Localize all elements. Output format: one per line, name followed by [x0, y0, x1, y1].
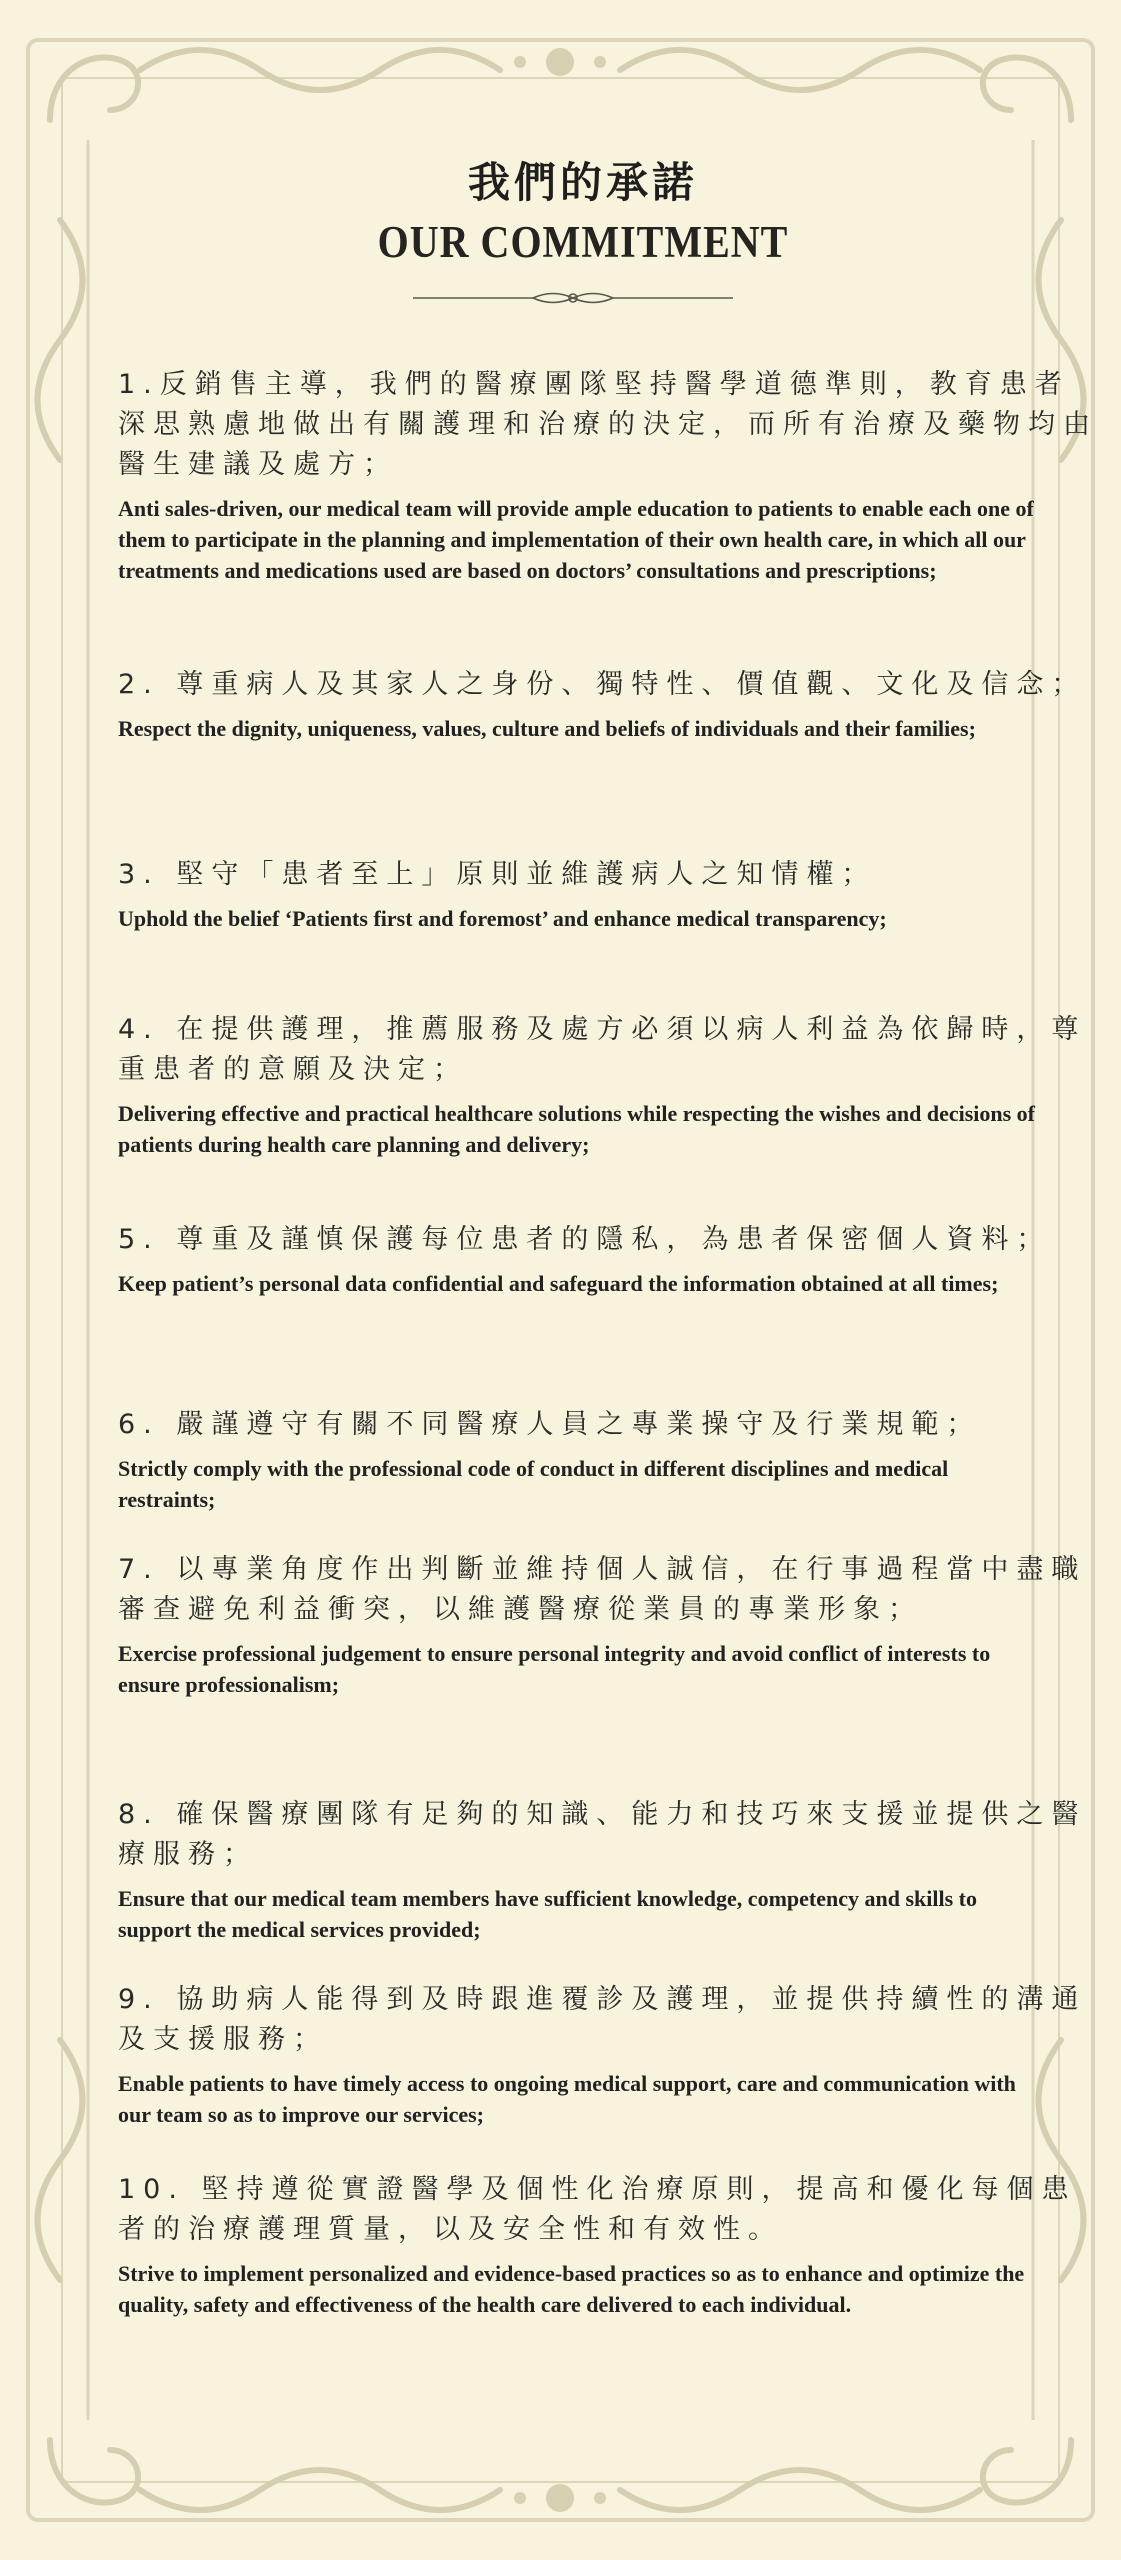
item-en: Strictly comply with the professional code of conduct in different disciplines and medical restraints;: [118, 1456, 949, 1512]
page-title-zh: 我們的承諾: [467, 158, 698, 207]
item-zh: 5. 尊重及謹慎保護每位患者的隱私，為患者保密個人資料；: [118, 1224, 1052, 1255]
title-divider: [413, 287, 733, 309]
item-en: Ensure that our medical team members have sufficient knowledge, competency and skills to support the medical services provided;: [118, 1886, 977, 1942]
item-zh: 10. 堅持遵從實證醫學及個性化治療原則，提高和優化每個患者的治療護理質量，以及安全性和有效性。: [118, 2174, 1077, 2245]
commitment-item-4: [118, 1010, 1098, 1160]
commitment-item-2: [118, 665, 1098, 744]
content-area: [118, 150, 1098, 2317]
commitment-item-10: [118, 2170, 1098, 2320]
commitment-item-9: [118, 1980, 1098, 2130]
commitment-item-1: [118, 365, 1098, 586]
item-zh: 3. 堅守「患者至上」原則並維護病人之知情權；: [118, 859, 877, 890]
item-zh: 9. 協助病人能得到及時跟進覆診及護理，並提供持續性的溝通及支援服務；: [118, 1984, 1087, 2055]
item-zh: 7. 以專業角度作出判斷並維持個人誠信，在行事過程當中盡職審查避免利益衝突，以維護醫療從業員的專業形象；: [118, 1554, 1087, 1625]
item-en: Strive to implement personalized and evidence-based practices so as to enhance and optimize the quality, safety and effectiveness of the health care delivered to each individual.: [118, 2261, 1025, 2317]
item-en: Exercise professional judgement to ensure personal integrity and avoid conflict of interests to ensure professionalism;: [118, 1641, 991, 1697]
item-zh: 1.反銷售主導，我們的醫療團隊堅持醫學道德準則，教育患者深思熟慮地做出有關護理和治療的決定，而所有治療及藥物均由醫生建議及處方；: [118, 369, 1098, 480]
item-en: Anti sales-driven, our medical team will provide ample education to patients to enable each one of them to participate in the planning and implementation of their own health care, in which all our treatments and medications used are based on doctors’ consultations and prescriptions;: [118, 496, 1034, 583]
item-zh: 4. 在提供護理，推薦服務及處方必須以病人利益為依歸時，尊重患者的意願及決定；: [118, 1014, 1087, 1085]
commitment-item-3: [118, 855, 1098, 934]
item-zh: 8. 確保醫療團隊有足夠的知識、能力和技巧來支援並提供之醫療服務；: [118, 1799, 1087, 1870]
item-en: Delivering effective and practical healthcare solutions while respecting the wishes and decisions of patients during health care planning and delivery;: [118, 1101, 1036, 1157]
item-en: Uphold the belief ‘Patients first and foremost’ and enhance medical transparency;: [118, 906, 887, 931]
item-en: Respect the dignity, uniqueness, values, culture and beliefs of individuals and their families;: [118, 716, 976, 741]
page-title-en: OUR COMMITMENT: [377, 215, 789, 268]
commitment-item-7: [118, 1550, 1098, 1700]
item-en: Enable patients to have timely access to ongoing medical support, care and communication with our team so as to improve our services;: [118, 2071, 1016, 2127]
item-en: Keep patient’s personal data confidential and safeguard the information obtained at all times;: [118, 1271, 999, 1296]
commitment-item-8: [118, 1795, 1098, 1945]
commitment-item-5: [118, 1220, 1098, 1299]
commitment-item-6: [118, 1405, 1098, 1515]
item-zh: 6. 嚴謹遵守有關不同醫療人員之專業操守及行業規範；: [118, 1409, 982, 1440]
item-zh: 2. 尊重病人及其家人之身份、獨特性、價值觀、文化及信念；: [118, 669, 1087, 700]
